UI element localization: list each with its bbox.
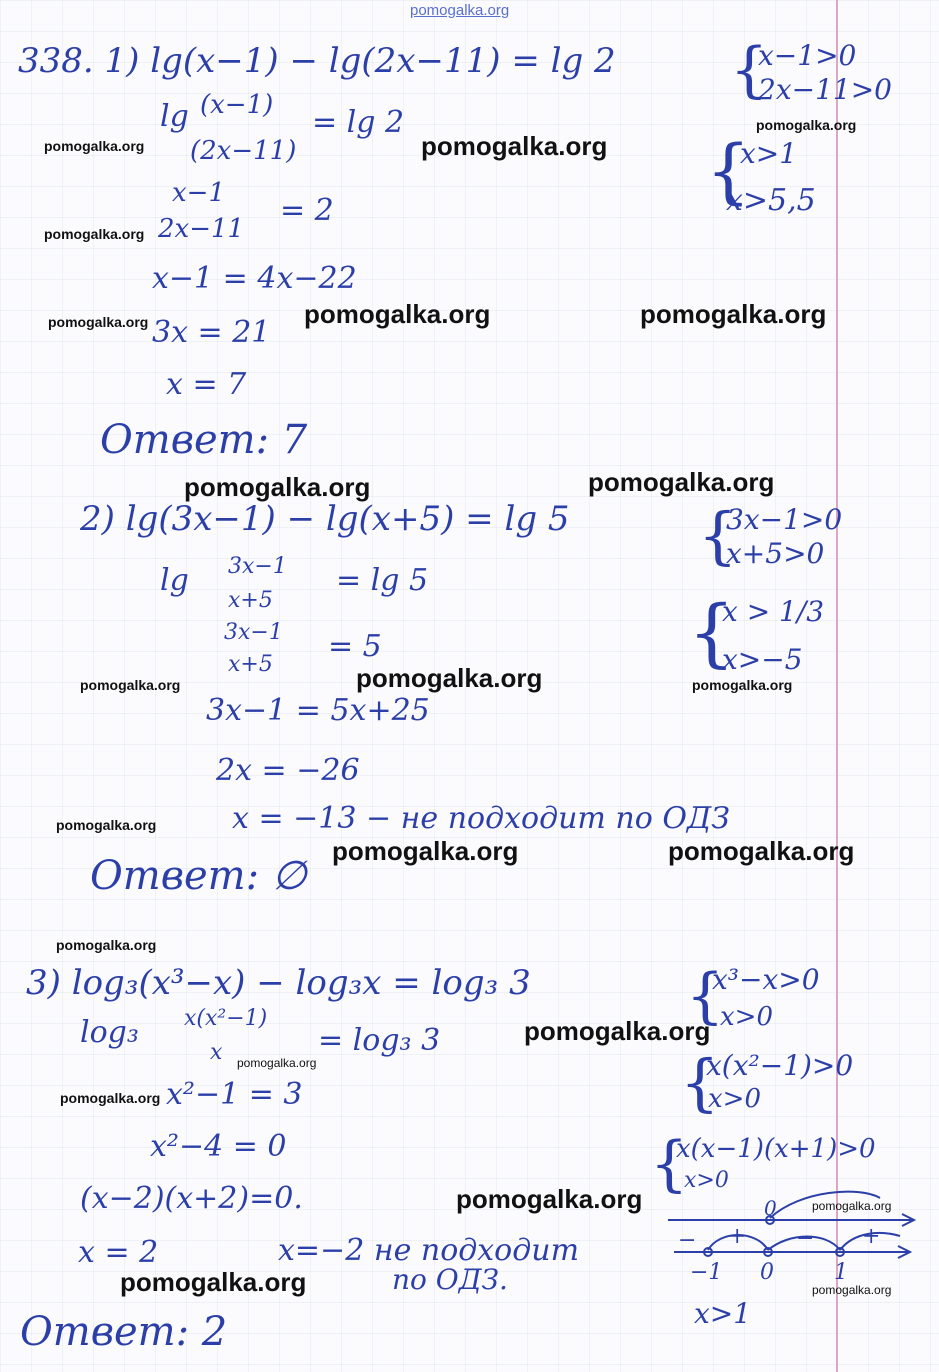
sign-minus-left: − [678, 1228, 697, 1253]
tick-label-minus1: −1 [690, 1260, 723, 1285]
task3-odz2b: x>0 [708, 1084, 761, 1114]
watermark[interactable]: pomogalka.org [812, 1283, 892, 1297]
sign-plus-2: + [862, 1224, 881, 1249]
task1-odz1a: x−1>0 [758, 39, 857, 72]
tick-label-0: 0 [760, 1260, 774, 1285]
watermark[interactable]: pomogalka.org [44, 226, 145, 242]
task2-odz2b: x>−5 [722, 643, 803, 676]
watermark[interactable]: pomogalka.org [56, 937, 157, 953]
watermark[interactable]: pomogalka.org [80, 677, 181, 693]
task2-line2-rhs: = lg 5 [336, 563, 429, 598]
task2-header: 2) lg(3x−1) − lg(x+5) = lg 5 [80, 499, 570, 539]
watermark[interactable]: pomogalka.org [48, 314, 149, 330]
watermark[interactable]: pomogalka.org [56, 817, 157, 833]
task3-line3: x²−1 = 3 [166, 1077, 303, 1112]
task3-odz1a: x³−x>0 [712, 963, 820, 996]
task1-odz2b: x>5,5 [726, 183, 816, 218]
watermark[interactable]: pomogalka.org [668, 836, 855, 866]
task1-line3-den: 2x−11 [158, 214, 245, 244]
sign-plus-1: + [728, 1224, 747, 1249]
watermark[interactable]: pomogalka.org [184, 472, 371, 502]
watermark[interactable]: pomogalka.org [60, 1090, 161, 1106]
sign-minus-2: − [796, 1226, 815, 1251]
task2-line2-num: 3x−1 [228, 554, 287, 579]
task3-line6a: x = 2 [78, 1235, 159, 1270]
task2-odz1a: 3x−1>0 [726, 503, 843, 536]
task1-line5: 3x = 21 [152, 315, 271, 350]
task3-line4: x²−4 = 0 [150, 1129, 287, 1164]
task3-odz-brace1: { [686, 961, 725, 1031]
task2-line3-num: 3x−1 [224, 620, 283, 645]
task3-line2-log: log₃ [80, 1015, 139, 1050]
task1-line2-num: (x−1) [200, 90, 274, 120]
task2-odz2a: x > 1/3 [722, 595, 825, 628]
task3-line6c: по ОДЗ. [392, 1263, 508, 1296]
task1-odz2a: x>1 [740, 137, 798, 170]
task3-line5: (x−2)(x+2)=0. [80, 1181, 303, 1216]
task2-answer: Ответ: ∅ [90, 853, 307, 899]
task1-line4: x−1 = 4x−22 [152, 261, 357, 296]
task3-line2-den: x [210, 1040, 223, 1065]
task3-line2-num: x(x²−1) [184, 1006, 268, 1031]
task1-line3-rhs: = 2 [280, 193, 334, 228]
task1-line3-num: x−1 [172, 178, 225, 208]
task1-odz1b: 2x−11>0 [758, 73, 892, 106]
task3-answer: Ответ: 2 [20, 1309, 228, 1355]
task3-odz2a: x(x²−1)>0 [706, 1049, 854, 1082]
task2-odz1b: x+5>0 [726, 537, 825, 570]
task3-odz1b: x>0 [720, 1002, 773, 1032]
watermark[interactable]: pomogalka.org [237, 1056, 317, 1070]
watermark[interactable]: pomogalka.org [332, 836, 519, 866]
task3-odz3b: x>0 [684, 1168, 729, 1193]
task1-header: 338. 1) lg(x−1) − lg(2x−11) = lg 2 [18, 41, 616, 81]
tick-label-0-upper: 0 [764, 1196, 777, 1220]
watermark[interactable]: pomogalka.org [421, 131, 608, 161]
watermark[interactable]: pomogalka.org [304, 299, 491, 329]
watermark-top[interactable]: pomogalka.org [410, 2, 510, 19]
task3-header: 3) log₃(x³−x) − log₃x = log₃ 3 [26, 963, 531, 1003]
task3-line2-rhs: = log₃ 3 [318, 1023, 441, 1058]
tick-label-1: 1 [834, 1260, 848, 1285]
task2-line4: 3x−1 = 5x+25 [206, 693, 430, 728]
task2-line2-den: x+5 [228, 588, 273, 613]
task2-line6: x = −13 − не подходит по ОДЗ [232, 801, 730, 836]
task1-answer: Ответ: 7 [100, 417, 308, 463]
task1-odz-brace1: { [730, 35, 769, 105]
task3-odz-brace2: { [680, 1046, 720, 1119]
watermark[interactable]: pomogalka.org [812, 1199, 892, 1213]
task3-odz-brace3: { [650, 1129, 689, 1199]
watermark[interactable]: pomogalka.org [640, 299, 827, 329]
watermark[interactable]: pomogalka.org [356, 663, 543, 693]
watermark[interactable]: pomogalka.org [120, 1267, 307, 1297]
task2-line3-den: x+5 [228, 652, 273, 677]
task3-odz3a: x(x−1)(x+1)>0 [676, 1134, 876, 1164]
watermark[interactable]: pomogalka.org [588, 467, 775, 497]
task2-odz-brace1: { [698, 499, 738, 572]
task1-line2-lg: lg [160, 99, 189, 134]
watermark[interactable]: pomogalka.org [44, 138, 145, 154]
watermark[interactable]: pomogalka.org [756, 117, 857, 133]
task2-odz-brace2: { [688, 590, 736, 676]
task1-line2-rhs: = lg 2 [312, 105, 405, 140]
task1-odz-brace2: { [706, 130, 751, 212]
watermark[interactable]: pomogalka.org [692, 677, 793, 693]
watermark[interactable]: pomogalka.org [524, 1016, 711, 1046]
task3-odz-result: x>1 [694, 1297, 752, 1330]
task1-line6: x = 7 [166, 367, 247, 402]
task2-line3-rhs: = 5 [328, 629, 382, 664]
watermark[interactable]: pomogalka.org [456, 1184, 643, 1214]
task2-line2-lg: lg [160, 563, 189, 598]
task2-line5: 2x = −26 [216, 753, 360, 788]
task3-line6b: x=−2 не подходит [278, 1233, 580, 1268]
task1-line2-den: (2x−11) [190, 136, 297, 166]
